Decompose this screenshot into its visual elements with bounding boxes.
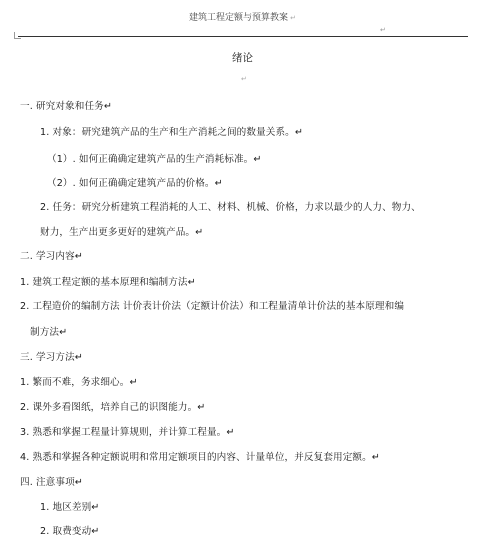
- page-header: [0, 10, 485, 23]
- section-heading-2: 二. 学习内容↵: [20, 251, 83, 262]
- margin-corner-mark-right: ↵: [380, 26, 386, 34]
- body-line: 2. 课外多看图纸，培养自己的识图能力。↵: [20, 402, 206, 413]
- header-paragraph-mark: ↵: [290, 14, 296, 22]
- section-heading-1: 一. 研究对象和任务↵: [20, 101, 112, 112]
- body-line: 2. 工程造价的编制方法 计价表计价法（定额计价法）和工程量清单计价法的基本原理和编: [20, 301, 405, 312]
- body-line-continued: 制方法↵: [30, 327, 68, 338]
- body-line: 2. 任务：研究分析建筑工程消耗的人工、材料、机械、价格，力求以最少的人力、物力、: [40, 202, 421, 213]
- header-title: 建筑工程定额与预算教案: [189, 13, 289, 23]
- body-line-continued: 财力，生产出更多更好的建筑产品。↵: [40, 227, 204, 238]
- header-rule: [18, 36, 468, 37]
- section-heading-4: 四. 注意事项↵: [20, 477, 83, 488]
- body-line: 1. 对象：研究建筑产品的生产和生产消耗之间的数量关系。↵: [40, 127, 303, 138]
- body-line: 1. 繁而不难，务求细心。↵: [20, 377, 138, 388]
- body-line: （1）. 如何正确确定建筑产品的生产消耗标准。↵: [47, 154, 262, 165]
- section-heading-3: 三. 学习方法↵: [20, 352, 83, 363]
- body-line: 1. 建筑工程定额的基本原理和编制方法↵: [20, 277, 196, 288]
- body-line: （2）. 如何正确确定建筑产品的价格。↵: [47, 178, 223, 189]
- body-line: 1. 地区差别↵: [40, 502, 100, 513]
- body-line: 4. 熟悉和掌握各种定额说明和常用定额项目的内容、计量单位，并反复套用定额。↵: [20, 452, 380, 463]
- body-line: 3. 熟悉和掌握工程量计算规则，并计算工程量。↵: [20, 427, 235, 438]
- document-title: 绪论: [232, 52, 253, 64]
- body-line: 2. 取费变动↵: [40, 526, 100, 537]
- empty-paragraph-mark: ↵: [241, 75, 247, 83]
